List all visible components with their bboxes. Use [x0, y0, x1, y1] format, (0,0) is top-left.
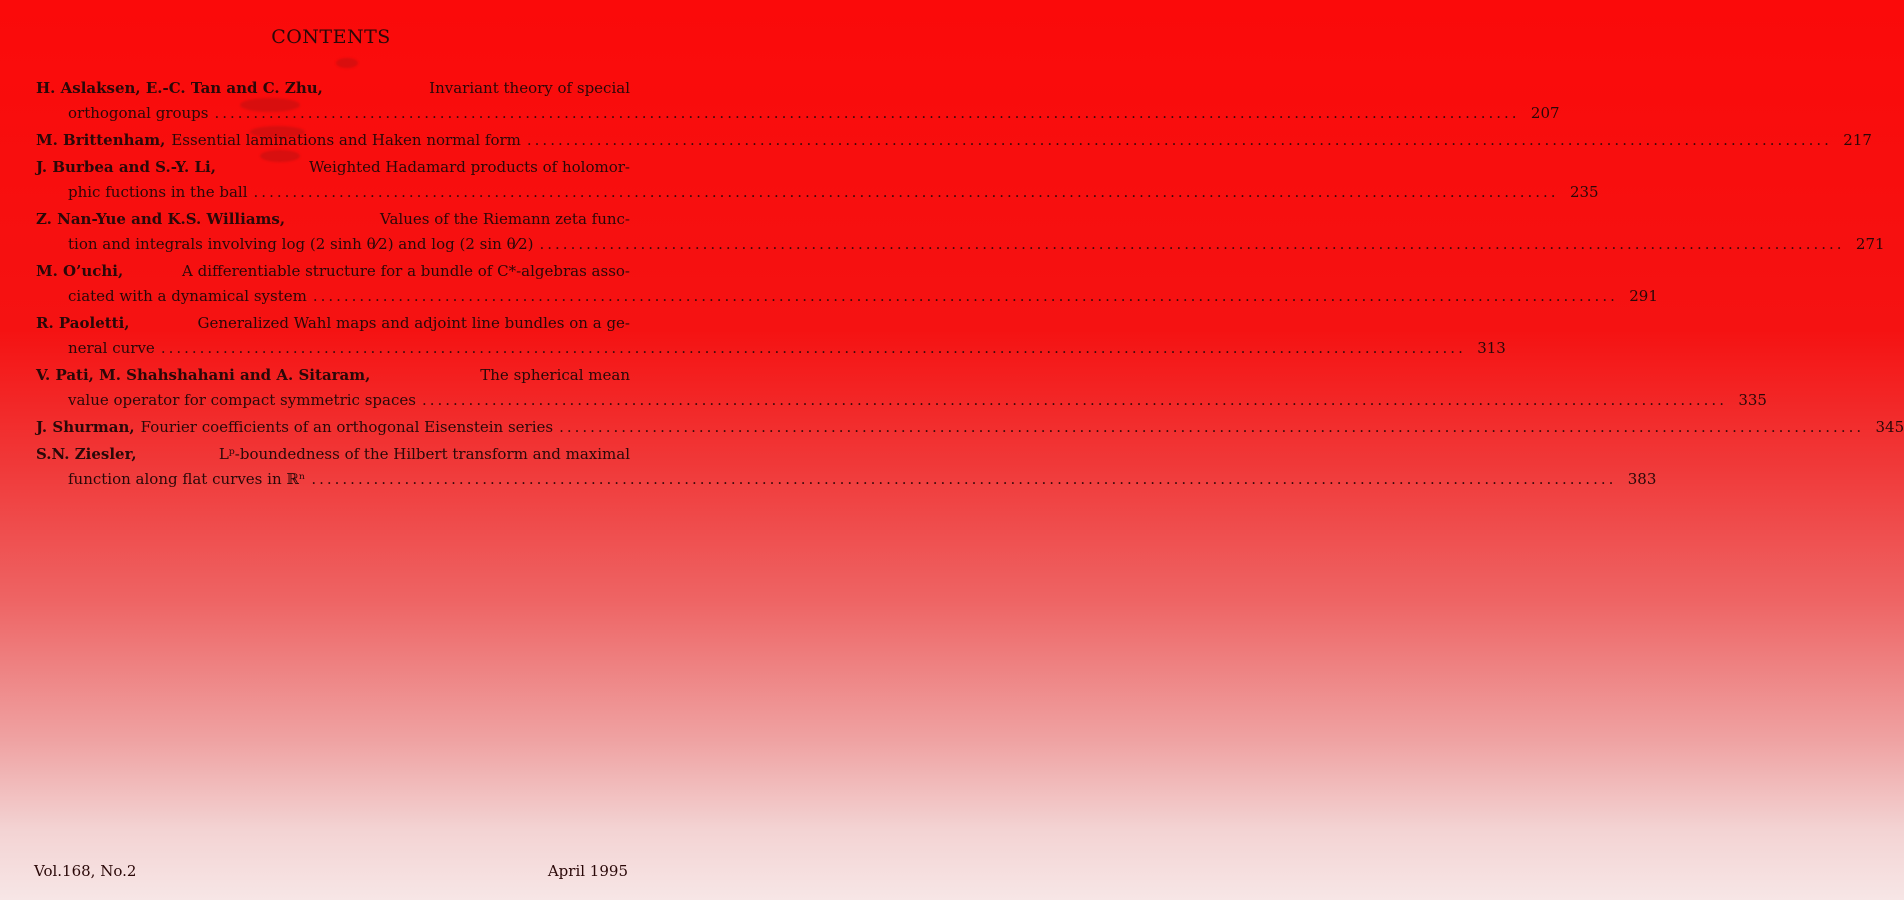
toc-entry [36, 207, 1885, 257]
toc-entry-authors: J. Burbea and S.-Y. Li, [36, 158, 216, 176]
toc-entry-line [36, 442, 630, 467]
toc-entry-line [36, 101, 1560, 126]
toc-entry-title: Lᵖ-boundedness of the Hilbert transform and maximal [218, 445, 630, 463]
toc-entry-authors: M. Brittenham, [36, 131, 166, 149]
toc-entry-line [36, 207, 630, 232]
toc-entry-page-number: 335 [1738, 391, 1767, 409]
toc-entry-line [36, 155, 630, 180]
toc-entry-line [36, 180, 1599, 205]
toc-entry-title: Weighted Hadamard products of holomor- [308, 158, 630, 176]
toc-entry-title: Essential laminations and Haken normal form [171, 131, 521, 149]
toc-entry-line [36, 336, 1506, 361]
toc-entry-line [36, 311, 630, 336]
toc-entry-authors: S.N. Ziesler, [36, 445, 137, 463]
toc-entry-authors: V. Pati, M. Shahshahani and A. Sitaram, [36, 366, 371, 384]
toc-entry [36, 259, 1658, 309]
toc-entry [36, 155, 1599, 205]
toc-entry-title-continued: value operator for compact symmetric spaces [68, 391, 416, 409]
dot-leader [559, 415, 1864, 440]
toc-entry-title-continued: tion and integrals involving log (2 sinh θ⁄2) and log (2 sin θ⁄2) [68, 235, 534, 253]
toc-entry-title: Generalized Wahl maps and adjoint line bundles on a ge- [197, 314, 630, 332]
toc-entry-authors: J. Shurman, [36, 418, 135, 436]
toc-entry [36, 363, 1767, 413]
toc-entry-page-number: 235 [1569, 183, 1599, 201]
toc-entry-line [36, 415, 1904, 440]
table-of-contents [36, 76, 1904, 494]
toc-entry-page-number: 345 [1875, 418, 1904, 436]
dot-leader [161, 336, 1466, 361]
toc-entry-page-number: 217 [1843, 131, 1872, 149]
toc-entry-line [36, 363, 630, 388]
toc-entry-page-number: 383 [1627, 470, 1657, 488]
toc-entry [36, 76, 1560, 126]
toc-entry-authors: Z. Nan-Yue and K.S. Williams, [36, 210, 286, 228]
toc-entry-title: The spherical mean [480, 366, 630, 384]
toc-entry-line [36, 128, 1872, 153]
toc-entry-title: Fourier coefficients of an orthogonal Eisenstein series [140, 418, 554, 436]
toc-entry-page-number: 207 [1530, 104, 1560, 122]
toc-entry-line [36, 259, 630, 284]
toc-entry-line [36, 284, 1658, 309]
issue-date: April 1995 [547, 862, 628, 880]
dot-leader [311, 467, 1616, 492]
toc-entry [36, 442, 1657, 492]
toc-entry-authors: H. Aslaksen, E.-C. Tan and C. Zhu, [36, 79, 323, 97]
page-title: CONTENTS [271, 26, 391, 48]
toc-entry-title: Values of the Riemann zeta func- [380, 210, 630, 228]
toc-entry-title-continued: orthogonal groups [68, 104, 209, 122]
toc-entry-title: Invariant theory of special [429, 79, 630, 97]
dot-leader [215, 101, 1520, 126]
toc-entry-title-continued: phic fuctions in the ball [68, 183, 248, 201]
toc-entry [36, 311, 1506, 361]
dot-leader [313, 284, 1618, 309]
toc-entry [36, 128, 1872, 153]
toc-entry-title-continued: neral curve [68, 339, 155, 357]
toc-entry-title-continued: ciated with a dynamical system [68, 287, 307, 305]
toc-entry-title: A differentiable structure for a bundle of C*-algebras asso- [182, 262, 630, 280]
toc-entry-authors: R. Paoletti, [36, 314, 130, 332]
toc-entry-page-number: 291 [1629, 287, 1658, 305]
toc-entry-line [36, 76, 630, 101]
stain-mark [336, 58, 358, 68]
dot-leader [527, 128, 1832, 153]
dot-leader [540, 232, 1845, 257]
toc-entry-line [36, 232, 1885, 257]
toc-entry-line [36, 388, 1767, 413]
toc-entry-line [36, 467, 1657, 492]
toc-entry [36, 415, 1904, 440]
dot-leader [254, 180, 1559, 205]
toc-entry-page-number: 313 [1477, 339, 1506, 357]
dot-leader [422, 388, 1727, 413]
toc-entry-authors: M. O’uchi, [36, 262, 124, 280]
volume-label: Vol.168, No.2 [34, 862, 137, 880]
toc-entry-title-continued: function along flat curves in ℝⁿ [68, 470, 306, 488]
toc-entry-page-number: 271 [1855, 235, 1885, 253]
